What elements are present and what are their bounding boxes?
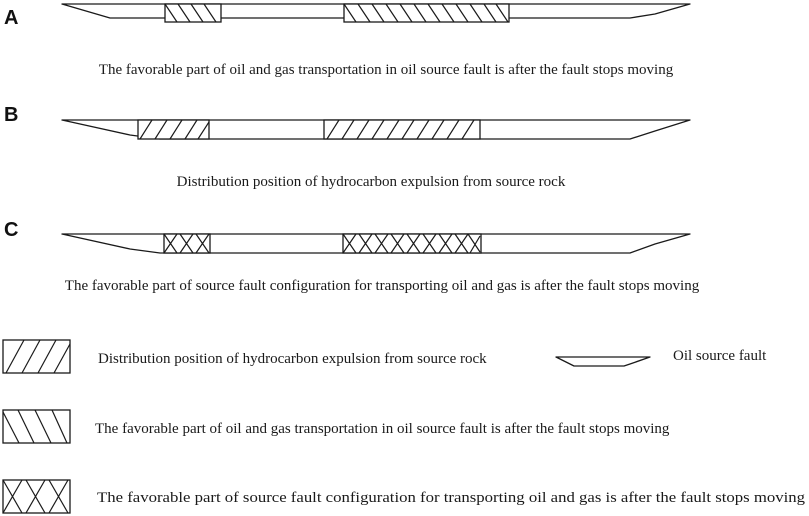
panel-a-caption: The favorable part of oil and gas transportation in oil source fault is after the fault stops moving <box>98 62 674 78</box>
panel-c-zone-1 <box>164 234 210 253</box>
panel-b <box>4 104 690 190</box>
panel-c <box>4 219 700 294</box>
panel-c-fault <box>62 234 690 253</box>
panel-c-label: C <box>4 219 19 241</box>
legend-expulsion <box>3 340 487 373</box>
panel-b-fault <box>62 120 690 139</box>
panel-a <box>4 4 690 78</box>
legend-oil-source-fault-label: Oil source fault <box>673 348 767 364</box>
panel-c-caption: The favorable part of source fault configuration for transporting oil and gas is after the fault stops moving <box>64 278 700 294</box>
legend-expulsion-swatch <box>3 340 70 373</box>
panel-b-label: B <box>4 104 19 126</box>
panel-a-fault <box>62 4 690 22</box>
panel-a-zone-1 <box>165 4 221 22</box>
legend-oil-source-fault <box>556 348 767 366</box>
legend-configuration-label: The favorable part of source fault configuration for transporting oil and gas is after the fault stops moving <box>97 490 806 506</box>
legend-transportation-label: The favorable part of oil and gas transportation in oil source fault is after the fault stops moving <box>95 421 670 437</box>
panel-a-zone-2 <box>344 4 509 22</box>
legend-transportation-swatch <box>3 410 70 443</box>
legend-configuration-swatch <box>3 480 70 513</box>
legend <box>3 340 806 513</box>
legend-configuration <box>3 480 806 513</box>
panel-b-caption: Distribution position of hydrocarbon expulsion from source rock <box>176 174 566 190</box>
panel-b-zone-1 <box>138 120 209 139</box>
legend-transportation <box>3 410 670 443</box>
legend-expulsion-label: Distribution position of hydrocarbon expulsion from source rock <box>98 351 487 367</box>
panel-c-zone-2 <box>343 234 481 253</box>
panel-b-zone-2 <box>324 120 480 139</box>
panel-a-label: A <box>4 7 19 29</box>
legend-oil-source-fault-swatch <box>556 357 650 366</box>
